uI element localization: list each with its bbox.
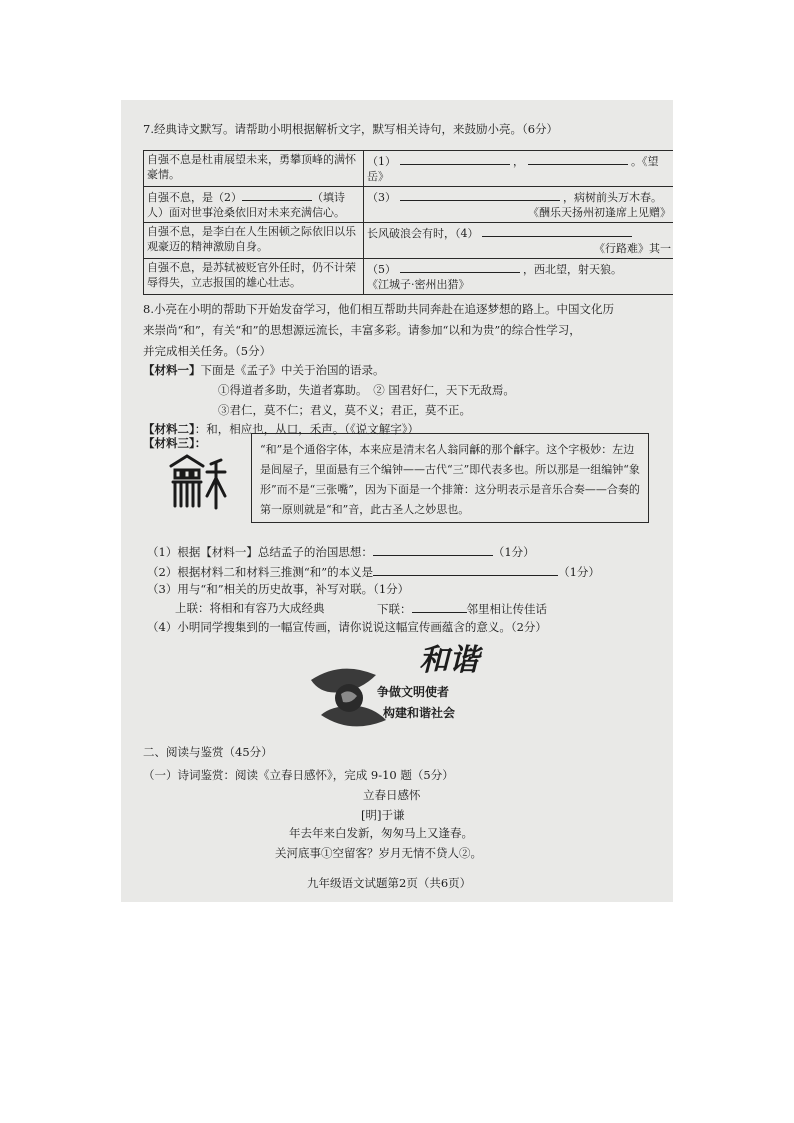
item-number: （5） <box>367 263 396 276</box>
material1 <box>143 363 385 378</box>
sub-question-3: （3）用与“和”相关的历史故事，补写对联。（1分） <box>147 582 410 596</box>
sub-question-1 <box>147 544 535 560</box>
item-number: （1） <box>367 155 396 168</box>
sub2-score: （1分） <box>558 565 600 579</box>
poster-line1: 争做文明使者 <box>377 685 450 699</box>
ancient-he-character-icon <box>167 452 227 510</box>
material2-label: 【材料二】 <box>143 422 195 436</box>
answer-blank[interactable] <box>400 189 560 201</box>
table-row <box>144 151 674 187</box>
section2-sub: （一）诗词鉴赏：阅读《立春日感怀》，完成 9-10 题（5分） <box>143 768 454 782</box>
poem-title: 立春日感怀 <box>363 788 421 802</box>
material3-label-text: 【材料三】： <box>143 436 207 450</box>
item-number: （3） <box>367 191 396 204</box>
row2-answer <box>364 187 674 223</box>
material3-box: “和”是个通俗字体，本来应是清末名人翁同龢的那个龢字。这个字极妙：左边是闾屋子，里面悬有三个编钟——古代“三”即代表多也。所以那是一组编钟“象形”而不是“三张嘴”，因为下面是一个排箫：这分明表示是音乐合奏——合奏的第一原则就是“和”音，此古圣人之妙思也。 <box>251 433 649 523</box>
table-row <box>144 259 674 295</box>
sub-question-2 <box>147 564 600 580</box>
sub1-text: （1）根据【材料一】总结孟子的治国思想： <box>147 545 373 559</box>
q8-intro-line3: 并完成相关任务。（5分） <box>143 344 272 358</box>
source: 《酬乐天扬州初逢席上见赠》 <box>528 205 671 219</box>
row3-analysis: 自强不息，是李白在人生困顿之际依旧以乐观豪迈的精神激励自身。 <box>144 223 364 259</box>
material1-label: 【材料一】 <box>143 363 201 377</box>
answer-blank[interactable] <box>373 564 558 576</box>
scanned-exam-page <box>121 100 673 902</box>
q8-intro-line2: 来崇尚“和”，有关“和”的思想源远流长，丰富多彩。请参加“以和为贵”的综合性学习， <box>143 323 581 337</box>
row4-analysis: 自强不息，是苏轼被贬官外任时，仍不计荣辱得失，立志报国的雄心壮志。 <box>144 259 364 295</box>
poem-line1: 年去年来白发新，匆匆马上又逢春。 <box>289 826 473 840</box>
page-footer: 九年级语文试题第2页（共6页） <box>307 876 472 890</box>
answer-blank[interactable] <box>528 153 628 165</box>
table-row <box>144 223 674 259</box>
material2-text: ：和，相应也，从口，禾声。（《说文解字》） <box>194 422 419 436</box>
sub-question-4: （4）小明同学搜集到的一幅宣传画，请你说说这幅宣传画蕴含的意义。（2分） <box>147 620 547 634</box>
material1-line1: ①得道者多助，失道者寡助。 ② 国君好仁，天下无敌焉。 <box>218 383 515 397</box>
source: 《行路难》其一 <box>594 241 671 255</box>
material3-label <box>143 436 206 451</box>
couplet-up: 上联：将相和有容乃大成经典 <box>175 601 325 615</box>
punct: ， <box>513 155 524 168</box>
row1-analysis: 自强不息是杜甫展望未来，勇攀顶峰的满怀豪情。 <box>144 151 364 187</box>
couplet-down <box>377 601 547 617</box>
answer-blank[interactable] <box>400 153 510 165</box>
q7-table <box>143 150 673 295</box>
row2-analysis <box>144 187 364 223</box>
answer-blank[interactable] <box>373 544 493 556</box>
section2-title: 二、阅读与鉴赏（45分） <box>143 745 273 759</box>
q7-title: 7.经典诗文默写。请帮助小明根据解析文字，默写相关诗句，来鼓励小亮。（6分） <box>143 122 559 136</box>
analysis-text: （填诗人）面对世事沧桑依旧对未来充满信心。 <box>147 191 345 219</box>
answer-blank[interactable] <box>242 189 312 201</box>
poem-line2: 关河底事①空留客？岁月无情不贷人②。 <box>275 846 482 860</box>
poster-line2: 构建和谐社会 <box>383 706 456 720</box>
answer-blank[interactable] <box>412 601 467 613</box>
poster-harmony-title: 和谐 <box>419 643 479 678</box>
row3-answer <box>364 223 674 259</box>
sub1-score: （1分） <box>492 545 535 559</box>
q8-intro-line1: 8.小亮在小明的帮助下开始发奋学习，他们相互帮助共同奔赴在追逐梦想的路上。中国文化历 <box>143 302 614 316</box>
answer-blank[interactable] <box>400 261 520 273</box>
material1-text: 下面是《孟子》中关于治国的语录。 <box>200 363 385 377</box>
material1-line2: ③君仁，莫不仁；君义，莫不义；君正，莫不正。 <box>218 403 471 417</box>
answer-blank[interactable] <box>482 225 632 237</box>
analysis-text: 自强不息，是（2） <box>147 191 242 204</box>
source: 《江城子·密州出猎》 <box>367 277 470 291</box>
couplet-down-text: 邻里相让传佳话 <box>466 602 547 616</box>
couplet-down-label: 下联： <box>377 602 412 616</box>
poem-author: [明]于谦 <box>361 808 405 822</box>
poem-line: 长风破浪会有时，（4） <box>367 227 479 240</box>
table-row <box>144 187 674 223</box>
source: 。《望岳》 <box>367 155 659 183</box>
sub2-text: （2）根据材料二和材料三推测“和”的本义是 <box>147 565 374 579</box>
poem-line: ，西北望，射天狼。 <box>523 263 622 276</box>
poem-line: ，病树前头万木春。 <box>563 191 662 204</box>
row4-answer <box>364 259 674 295</box>
row1-answer <box>364 151 674 187</box>
